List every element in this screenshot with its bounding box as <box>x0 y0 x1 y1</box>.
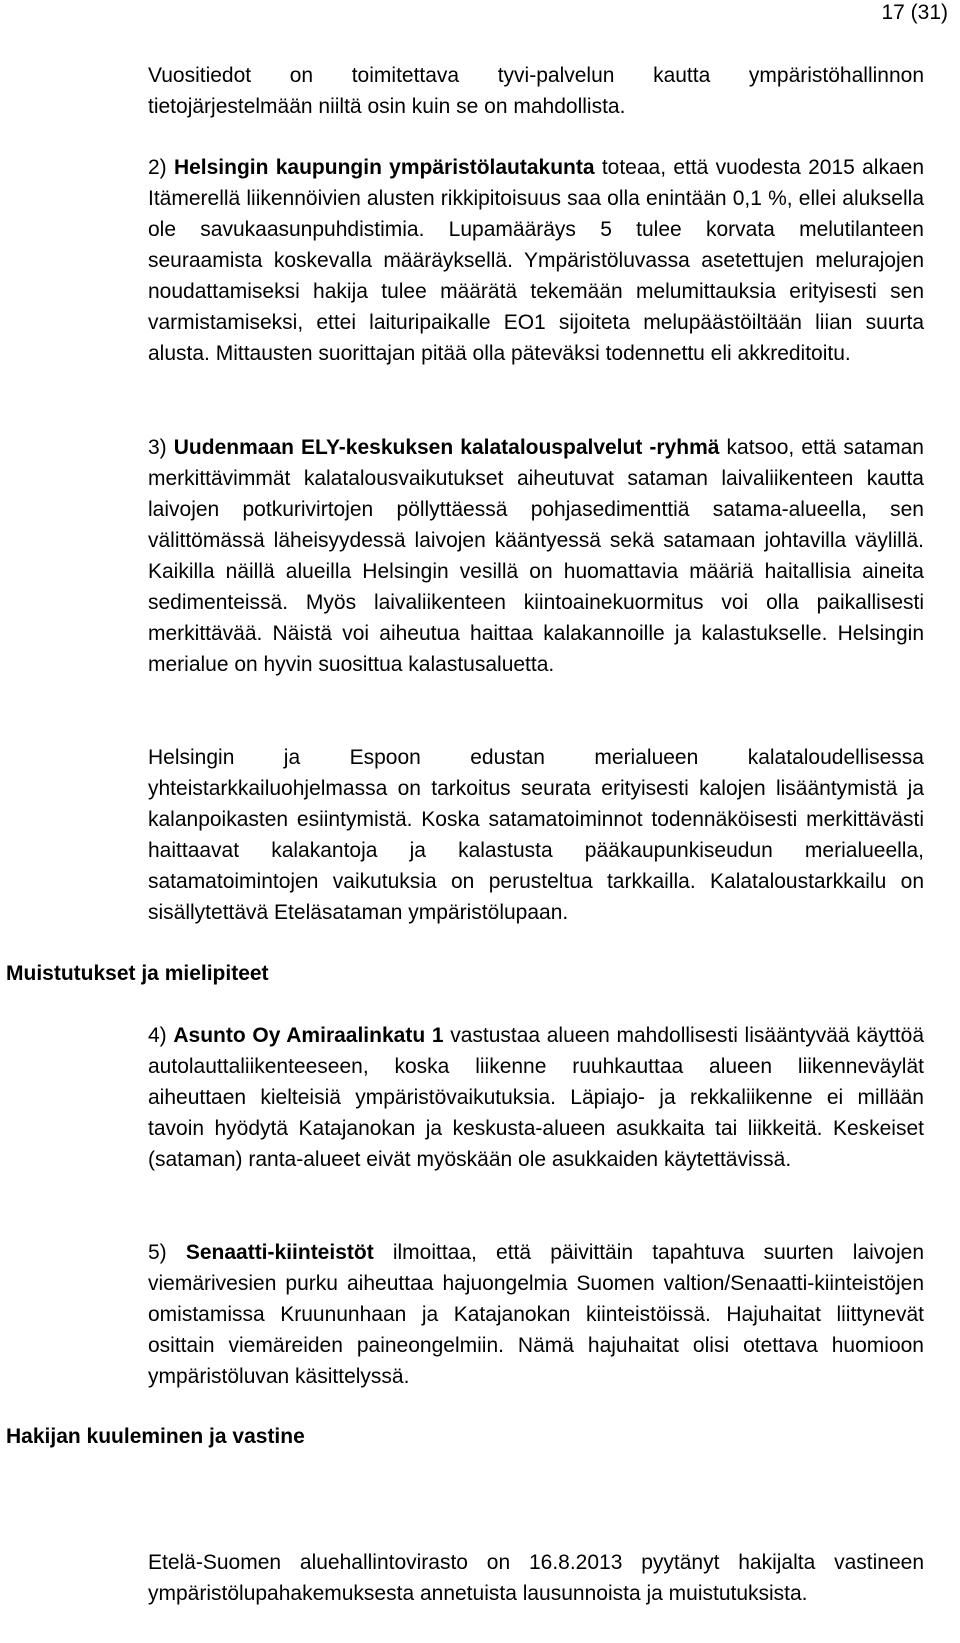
statement-text: ilmoittaa, että päivittäin tapahtuva suurten laivojen viemärivesien purku aiheuttaa hajuongelmia Suomen valtion/Senaatti-kiinteistöjen omistamissa Kruununhaan ja Katajanokan kiinteistöissä. Hajuhaitat liittynevät osittain viemäreiden paineongelmiin. Nämä hajuhaitat olisi otettava huomioon ympäristöluvan käsittelyssä. <box>148 1241 925 1388</box>
statement-text: toteaa, että vuodesta 2015 alkaen Itämerellä liikennöivien alusten rikkipitoisuus saa olla enintään 0,1 %, ellei aluksella ole savukaasunpuhdistimia. Lupamääräys 5 tulee korvata melutilanteen seuraamista koskevalla määräyksellä. Ympäristöluvassa asetettujen melurajojen noudattamiseksi hakija tulee määrätä tekemään melumittauksia erityisesti sen varmistamiseksi, ettei laituripaikalle EO1 sijoiteta melupäästöiltään liian suurta alusta. Mittausten suorittajan pitää olla päteväksi todennettu eli akkreditoitu. <box>148 156 924 365</box>
paragraph-text: Vuositiedot on toimitettava tyvi-palvelun kautta ympäristöhallinnon tietojärjestelmään niiltä osin kuin se on mahdollista. <box>148 64 924 118</box>
paragraph-text: Etelä-Suomen aluehallintovirasto on 16.8.2013 pyytänyt hakijalta vastineen ympäristölupahakemuksesta annetuista lausunnoista ja muistutuksista. <box>148 1551 924 1605</box>
paragraph-text: Helsingin ja Espoon edustan merialueen kalataloudellisessa yhteistarkkailuohjelmassa on tarkoitus seurata erityisesti kalojen lisääntymistä ja kalanpoikasten esiintymistä. Koska satamatoiminnot todennäköisesti merkittävästi haittaavat kalakantoja ja kalastusta pääkaupunkiseudun merialueella, satamatoimintojen vaikutuksia on perusteltua tarkkailla. Kalataloustarkkailu on sisällytettävä Eteläsataman ympäristölupaan. <box>148 746 924 924</box>
statement-3-ely-centre <box>148 432 924 680</box>
statement-text: vastustaa alueen mahdollisesti lisääntyvää käyttöä autolauttaliikenteeseen, koska liikenne ruuhkauttaa alueen liikenneväylät aiheuttaen kielteisiä ympäristövaikutuksia. Läpiajo- ja rekkaliikenne ei millään tavoin hyödytä Katajanokan ja keskusta-alueen asukkaita tai liikkeitä. Keskeiset (sataman) ranta-alueet eivät myöskään ole asukkaiden käytettävissä. <box>148 1024 924 1171</box>
page-number: 17 (31) <box>881 1 948 24</box>
paragraph-fish-monitoring <box>148 742 924 928</box>
statement-5-senate-properties <box>148 1237 924 1392</box>
section-heading-applicant-hearing: Hakijan kuuleminen ja vastine <box>6 1425 305 1448</box>
statement-author: Senaatti-kiinteistöt <box>185 1241 374 1264</box>
statement-author: Uudenmaan ELY-keskuksen kalatalouspalvelut -ryhmä <box>173 436 720 459</box>
section-heading-objections: Muistutukset ja mielipiteet <box>6 962 269 985</box>
paragraph-applicant-response <box>148 1547 924 1609</box>
statement-author: Asunto Oy Amiraalinkatu 1 <box>173 1024 444 1047</box>
statement-number: 2) <box>148 156 174 179</box>
statement-author: Helsingin kaupungin ympäristölautakunta <box>173 156 595 179</box>
statement-text: katsoo, että sataman merkittävimmät kalatalousvaikutukset aiheutuvat sataman laivaliikenteen kautta laivojen potkurivirtojen pöllyttäessä pohjasedimenttiä satama-alueella, sen välittömässä läheisyydessä laivojen kääntyessä sekä satamaan johtavilla väylillä. Kaikilla näillä alueilla Helsingin vesillä on huomattavia määriä haitallisia aineita sedimenteissä. Myös laivaliikenteen kiintoainekuormitus voi olla paikallisesti merkittävää. Näistä voi aiheutua haittaa kalakannoille ja kalastukselle. Helsingin merialue on hyvin suosittua kalastusaluetta. <box>148 436 924 676</box>
statement-2-environment-committee <box>148 152 924 369</box>
statement-4-housing-company <box>148 1020 924 1175</box>
statement-number: 4) <box>148 1024 174 1047</box>
paragraph-annual-data <box>148 60 924 122</box>
statement-number: 3) <box>148 436 174 459</box>
statement-number: 5) <box>148 1241 186 1264</box>
